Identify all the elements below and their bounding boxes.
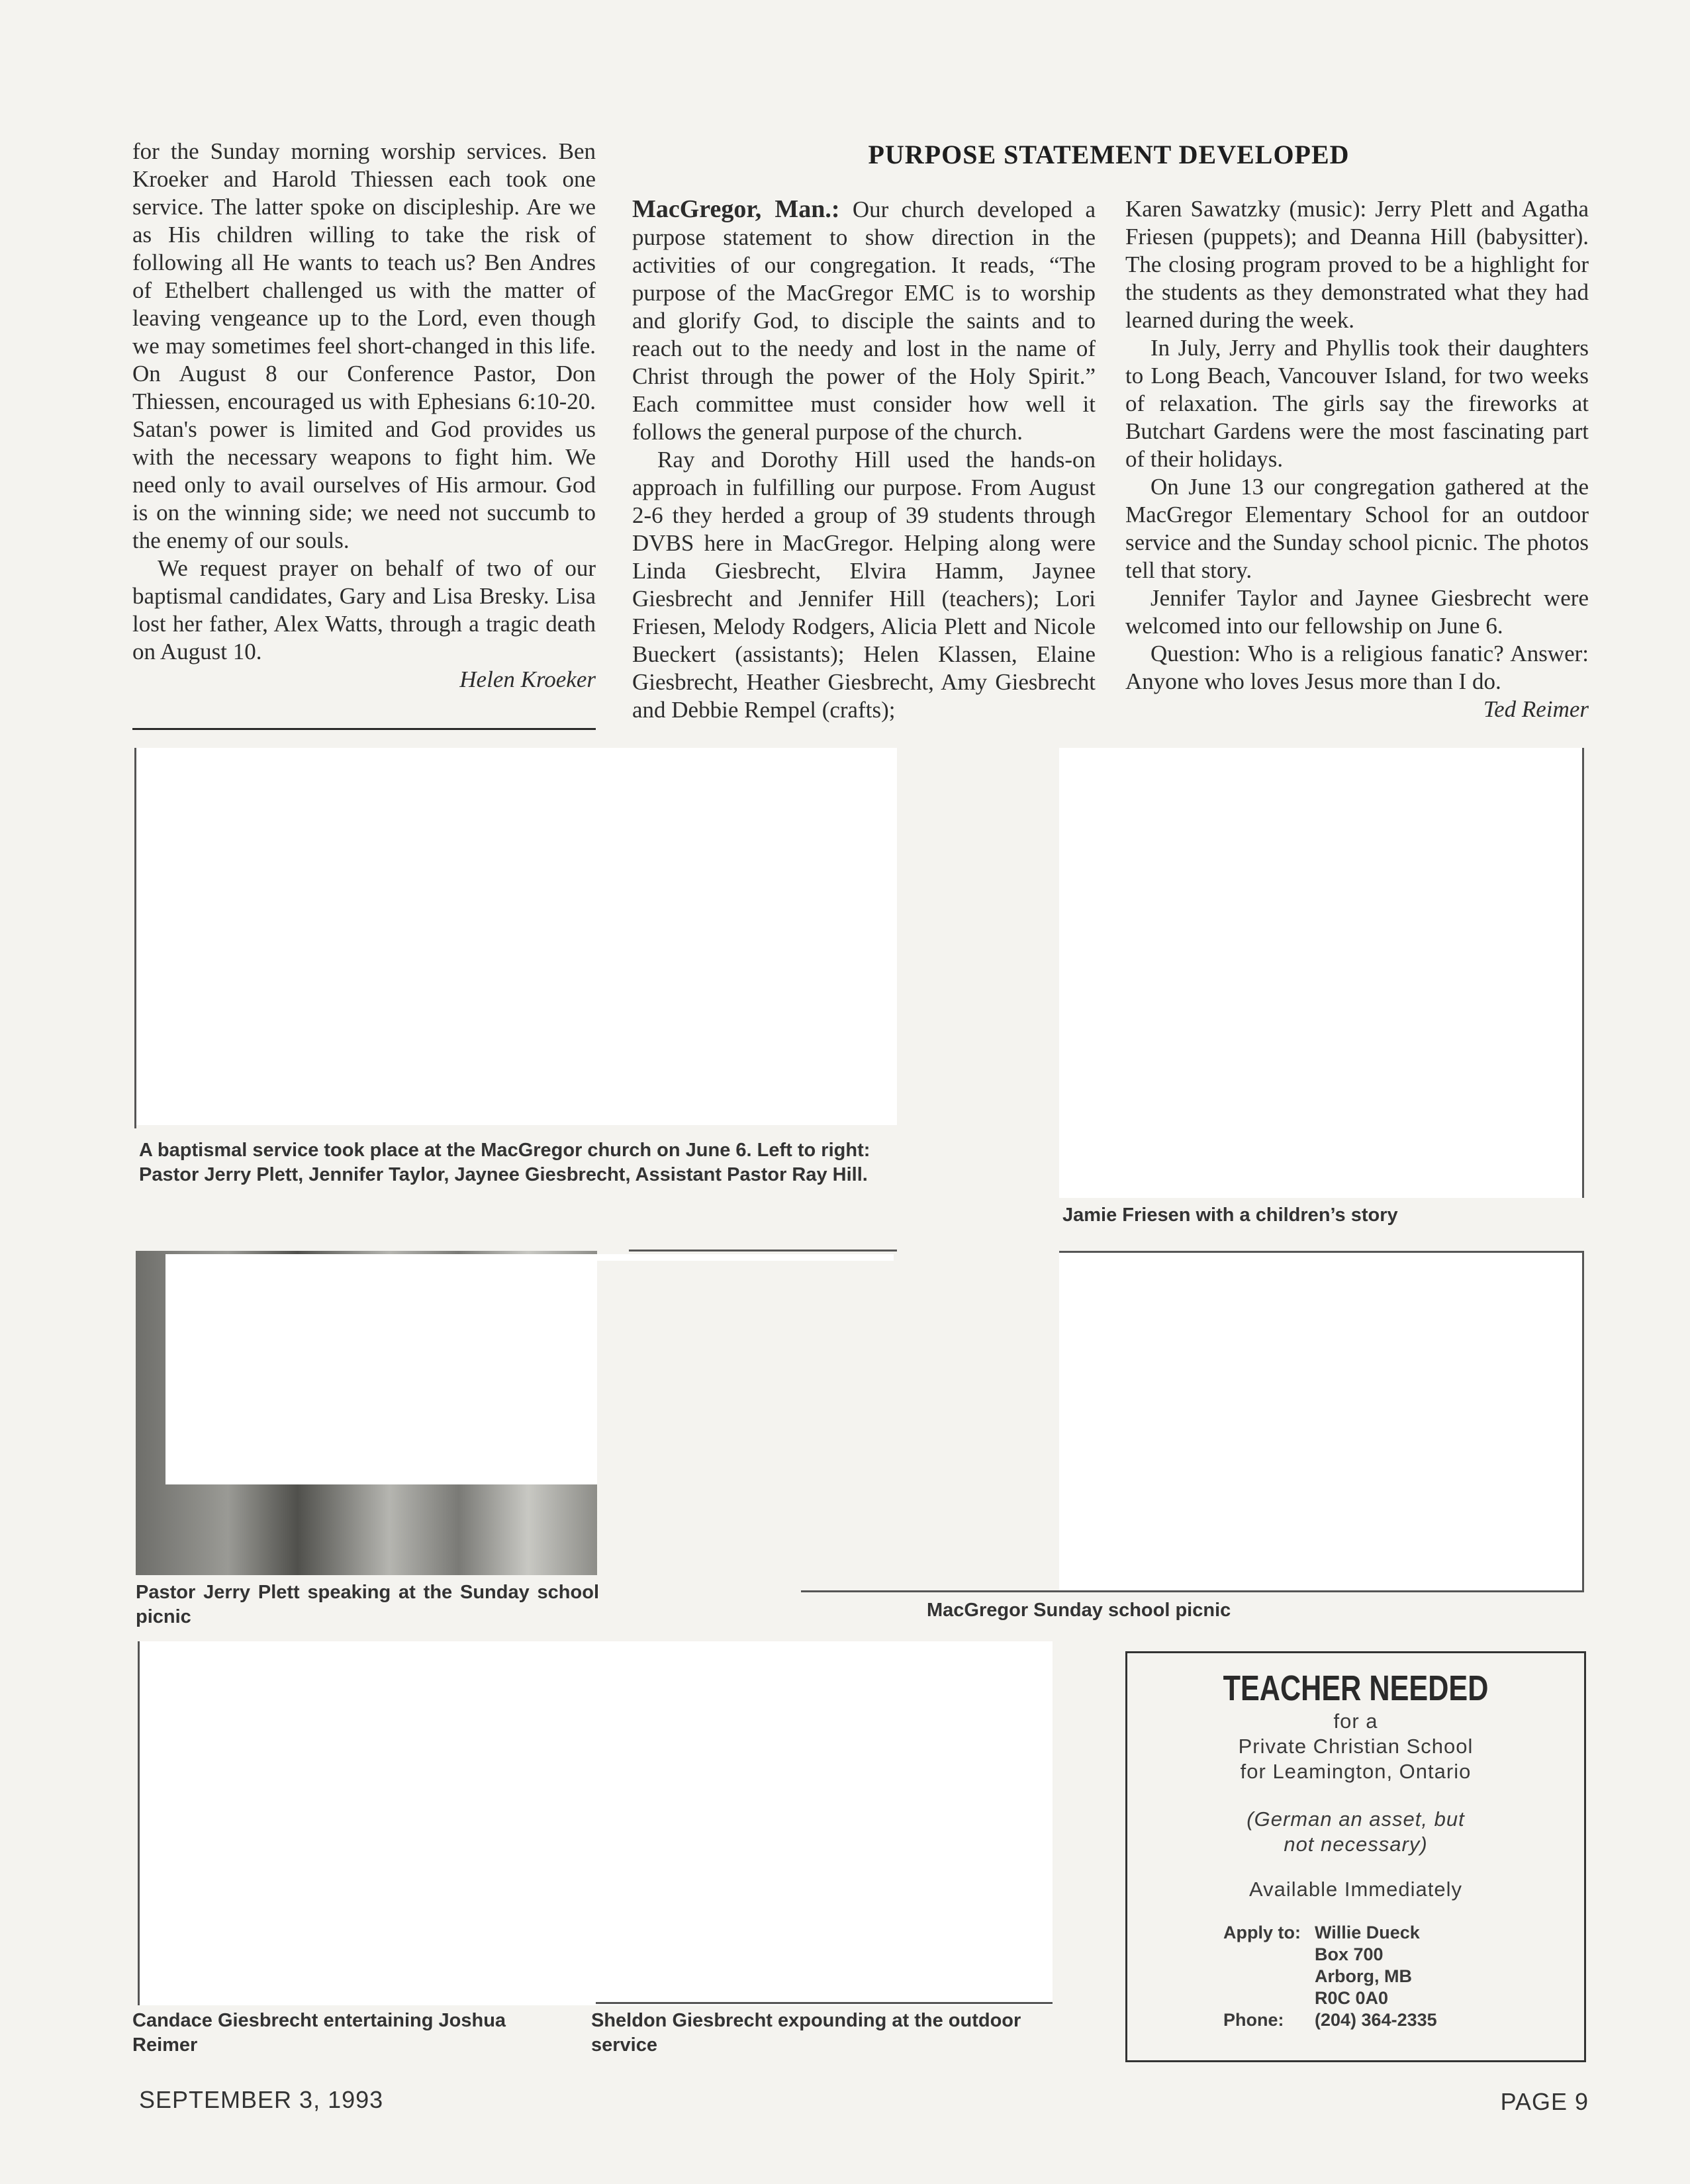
ad-phone-label: Phone:: [1223, 2010, 1284, 2030]
ad-availability: Available Immediately: [1249, 1878, 1462, 1901]
picnic-photo-bottom: [801, 1590, 1584, 1592]
baptism-photo-edge: [134, 748, 136, 1128]
pastor-photo-blank: [165, 1254, 597, 1484]
ad-apply-city: Arborg, MB: [1315, 1966, 1412, 1986]
ad-apply-postal: R0C 0A0: [1315, 1988, 1389, 2008]
sheldon-photo-bottom: [596, 2002, 1053, 2004]
col3-signature: Ted Reimer: [1483, 696, 1589, 722]
jamie-photo: [1059, 748, 1582, 1198]
ad-note-1: (German an asset, but: [1246, 1807, 1465, 1831]
caption-candace: Candace Giesbrecht entertaining Joshua Reimer: [132, 2010, 506, 2056]
caption-pastor: Pastor Jerry Plett speaking at the Sunday school picnic: [136, 1582, 599, 1627]
ad-line-3: for Leamington, Ontario: [1240, 1760, 1472, 1783]
dateline: MacGregor, Man.:: [632, 195, 840, 223]
col3-paragraph-4: Jennifer Taylor and Jaynee Giesbrecht were welcomed into our fellowship on June 6.: [1125, 585, 1589, 639]
picnic-photo: [1059, 1253, 1582, 1590]
baptism-photo-bottom-line: [629, 1250, 897, 1251]
col1-signature: Helen Kroeker: [459, 666, 596, 692]
article-headline: PURPOSE STATEMENT DEVELOPED: [868, 140, 1350, 169]
pastor-photo-blank-right: [597, 1254, 894, 1261]
ad-apply-label: Apply to:: [1223, 1923, 1301, 1942]
ad-note-2: not necessary): [1284, 1833, 1428, 1856]
column-1: [132, 138, 596, 694]
ad-apply-block: [1223, 1922, 1584, 2031]
caption-picnic: MacGregor Sunday school picnic: [927, 1600, 1231, 1621]
col3-paragraph-2: In July, Jerry and Phyllis took their daughters to Long Beach, Vancouver Island, for two weeks of relaxation. The girls say the fireworks at Butchart Gardens were the most fascinating part of their holidays.: [1125, 335, 1589, 472]
col2-paragraph-2: Ray and Dorothy Hill used the hands-on approach in fulfilling our purpose. From August 2-6 they herded a group of 39 students through DVBS here in MacGregor. Helping along were Linda Giesbrecht, Elvira Hamm, Jaynee Giesbrecht and Jennifer Hill (teachers); Lori Friesen, Melody Rodgers, Alicia Plett and Nicole Bueckert (assistants); Helen Klassen, Elaine Giesbrecht, Heather Giesbrecht, Amy Giesbrecht and Debbie Rempel (crafts);: [632, 447, 1096, 723]
caption-baptism: A baptismal service took place at the MacGregor church on June 6. Left to right: Pastor Jerry Plett, Jennifer Taylor, Jaynee Giesbrecht, Assistant Pastor Ray Hill.: [139, 1140, 870, 1185]
column-2: [632, 195, 1096, 724]
caption-sheldon: Sheldon Giesbrecht expounding at the outdoor service: [591, 2010, 1021, 2056]
col3-paragraph-3: On June 13 our congregation gathered at the MacGregor Elementary School for an outdoor service and the Sunday school picnic. The photos tell that story.: [1125, 474, 1589, 583]
picnic-photo-top: [1059, 1251, 1584, 1253]
candace-photo: [139, 1641, 1053, 2005]
picnic-photo-right: [1582, 1251, 1584, 1592]
col2-paragraph-1: Our church developed a purpose statement to show direction in the activities of our congregation. It reads, “The purpose of the MacGregor EMC is to worship and glorify God, to disciple the saints and to reach out to the needy and lost in the name of Christ through the power of the Holy Spirit.” Each committee must consider how well it follows the general purpose of the church.: [632, 197, 1096, 445]
col1-paragraph-2: We request prayer on behalf of two of our baptismal candidates, Gary and Lisa Bresky. Lisa lost her father, Alex Watts, through a tragic death on August 10.: [132, 555, 596, 664]
col3-paragraph-1: Karen Sawatzky (music): Jerry Plett and Agatha Friesen (puppets); and Deanna Hill (babysitter). The closing program proved to be a highlight for the students as they demonstrated what they had learned during the week.: [1125, 196, 1589, 333]
ad-title: TEACHER NEEDED: [1223, 1668, 1489, 1708]
jamie-photo-edge: [1582, 748, 1584, 1198]
candace-photo-edge: [138, 1641, 140, 2005]
col1-paragraph-1: for the Sunday morning worship services. Ben Kroeker and Harold Thiessen each took one service. The latter spoke on discipleship. Are we as His children willing to take the risk of following all He wants to teach us? Ben Andres of Ethelbert challenged us with the matter of leaving vengeance up to the Lord, even though we may sometimes feel short-changed in this life. On August 8 our Conference Pastor, Don Thiessen, encouraged us with Ephesians 6:10-20. Satan's power is limited and God provides us with the necessary weapons to fight him. We need only to avail ourselves of His armour. God is on the winning side; we need not succumb to the enemy of our souls.: [132, 138, 596, 553]
col3-paragraph-5: Question: Who is a religious fanatic? Answer: Anyone who loves Jesus more than I do.: [1125, 641, 1589, 694]
ad-apply-name: Willie Dueck: [1315, 1923, 1420, 1942]
footer-page: PAGE 9: [1500, 2088, 1589, 2115]
footer-date: SEPTEMBER 3, 1993: [139, 2086, 384, 2113]
baptism-photo: [136, 748, 897, 1125]
column-3: [1125, 195, 1589, 723]
ad-phone: (204) 364-2335: [1315, 2010, 1437, 2030]
teacher-needed-ad: [1125, 1651, 1586, 2062]
ad-line-2: Private Christian School: [1238, 1735, 1474, 1758]
col1-end-rule: [132, 728, 596, 730]
ad-line-1: for a: [1333, 1709, 1378, 1733]
caption-jamie: Jamie Friesen with a children’s story: [1062, 1205, 1398, 1226]
ad-apply-box: Box 700: [1315, 1944, 1384, 1964]
